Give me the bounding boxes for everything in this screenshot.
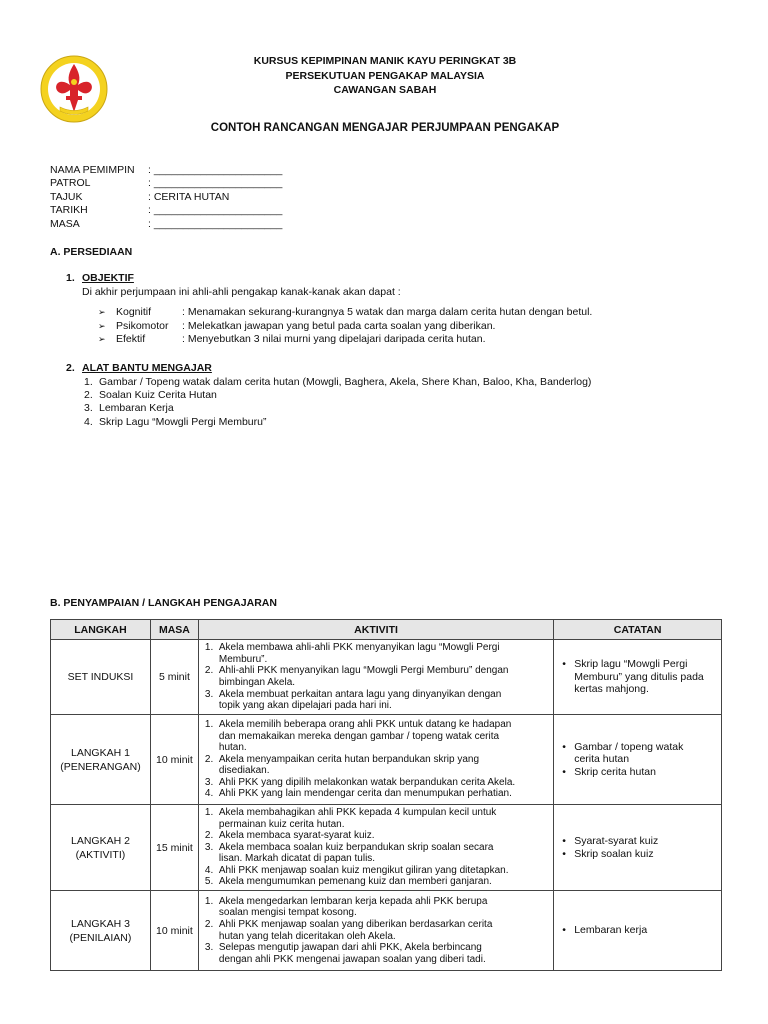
field-value: : ______________________ — [148, 164, 283, 176]
step-label: (PENILAIAN) — [69, 931, 132, 944]
activity-number: 1. — [204, 895, 214, 907]
field-value: : ______________________ — [148, 204, 283, 217]
tool-text: Gambar / Topeng watak dalam cerita hutan (Mowgli, Baghera, Akela, Shere Khan, Baloo, Kha, Banderlog) — [99, 376, 592, 388]
header-line-2: PERSEKUTUAN PENGAKAP MALAYSIA — [285, 69, 485, 82]
table-row — [51, 891, 722, 971]
step-cell — [51, 640, 151, 715]
lesson-plan-table — [50, 619, 722, 971]
notes-cell — [554, 640, 722, 715]
activity-line: Akela mengedarkan lembaran kerja kepada ahli PKK berupa — [218, 895, 488, 907]
fleur-de-lis-icon — [36, 52, 112, 128]
activity-cell — [198, 891, 553, 971]
activity-line: Akela menyampaikan cerita hutan berpandukan skrip yang — [218, 753, 480, 765]
activity-item — [203, 896, 549, 919]
arrow-bullet-icon: ➢ — [98, 334, 106, 344]
activity-number: 4. — [204, 788, 214, 800]
leader-info-fields — [50, 164, 282, 231]
tools-heading — [66, 362, 212, 374]
activity-item — [203, 788, 549, 800]
objective-title: OBJEKTIF — [82, 272, 134, 284]
list-item — [84, 402, 591, 415]
objective-number: 1. — [66, 272, 75, 284]
activity-number: 1. — [204, 806, 214, 818]
activity-number: 3. — [204, 776, 214, 788]
note-text — [574, 658, 704, 696]
activity-text — [219, 719, 511, 754]
step-cell — [51, 715, 151, 805]
objective-domain: Kognitif — [116, 306, 152, 318]
activity-item — [203, 842, 549, 865]
field-label: NAMA PEMIMPIN — [50, 164, 135, 176]
activity-line: Akela membuat perkaitan antara lagu yang dinyanyikan dengan — [218, 688, 502, 700]
activity-line: Ahli PKK yang lain mendengar cerita dan menumpukan perhatian. — [218, 788, 512, 800]
activity-line: Akela membaca soalan kuiz berpandukan skrip soalan secara — [218, 841, 494, 853]
step-label: LANGKAH 3 — [70, 917, 130, 930]
field-row — [50, 177, 282, 190]
course-header — [230, 54, 540, 98]
activity-text — [219, 777, 515, 789]
field-row — [50, 164, 282, 177]
note-item — [562, 924, 715, 937]
section-a-heading: A. PERSEDIAAN — [50, 246, 133, 258]
note-text — [574, 766, 656, 779]
activity-number: 2. — [204, 753, 214, 765]
note-line: Gambar / topeng watak — [574, 740, 684, 753]
activity-text — [219, 876, 492, 888]
objective-domain: Efektif — [116, 333, 146, 345]
objective-text: : Menyebutkan 3 nilai murni yang dipelajari daripada cerita hutan. — [182, 333, 486, 345]
time-cell: 10 minit — [150, 891, 198, 971]
dot-bullet-icon: • — [562, 924, 566, 937]
activity-item — [203, 689, 549, 712]
activity-line: Ahli PKK menjawap soalan yang diberikan berdasarkan cerita — [218, 918, 493, 930]
activity-text — [219, 642, 500, 665]
table-row — [51, 805, 722, 891]
activity-item — [203, 719, 549, 754]
note-item — [562, 741, 715, 766]
objective-intro: Di akhir perjumpaan ini ahli-ahli pengakap kanak-kanak akan dapat : — [82, 286, 401, 298]
dot-bullet-icon: • — [562, 658, 566, 671]
column-header-step: LANGKAH — [51, 620, 151, 640]
arrow-bullet-icon: ➢ — [98, 320, 106, 331]
step-label: (PENERANGAN) — [60, 760, 141, 773]
activity-text — [219, 865, 509, 877]
time-cell: 5 minit — [150, 640, 198, 715]
header-line-3: CAWANGAN SABAH — [333, 84, 437, 96]
activity-item — [203, 665, 549, 688]
dot-bullet-icon: • — [562, 834, 566, 847]
activity-number: 3. — [204, 688, 214, 700]
activity-text — [219, 788, 512, 800]
note-line: Skrip lagu “Mowgli Pergi — [574, 658, 688, 671]
field-row — [50, 218, 282, 231]
tools-number: 2. — [66, 362, 75, 374]
field-label: TAJUK — [50, 190, 83, 203]
column-header-notes: CATATAN — [554, 620, 722, 640]
column-header-time: MASA — [150, 620, 198, 640]
list-item — [84, 416, 591, 429]
notes-cell — [554, 805, 722, 891]
section-b-heading: B. PENYAMPAIAN / LANGKAH PENGAJARAN — [50, 597, 277, 609]
activity-item — [203, 876, 549, 888]
dot-bullet-icon: • — [562, 765, 566, 778]
activity-number: 2. — [204, 918, 214, 930]
field-value: : ______________________ — [148, 177, 283, 190]
note-item — [562, 848, 715, 861]
activity-line: bimbingan Akela. — [218, 677, 296, 688]
activity-line: Ahli PKK yang dipilih melakonkan watak berpandukan cerita Akela. — [218, 776, 516, 788]
tool-text: Skrip Lagu “Mowgli Pergi Memburu” — [99, 415, 267, 428]
activity-line: Akela membahagikan ahli PKK kepada 4 kumpulan kecil untuk — [218, 806, 497, 818]
activity-number: 3. — [204, 841, 214, 853]
activity-number: 2. — [204, 665, 214, 677]
activity-cell — [198, 640, 553, 715]
list-item — [84, 376, 591, 389]
step-label: LANGKAH 1 — [70, 746, 130, 759]
activity-line: topik yang akan dipelajari pada hari ini. — [218, 700, 392, 712]
activity-text — [219, 942, 486, 965]
activity-number: 2. — [204, 830, 214, 842]
table-row — [51, 715, 722, 805]
activity-item — [203, 807, 549, 830]
activity-number: 5. — [204, 876, 214, 888]
field-label: PATROL — [50, 177, 91, 190]
activity-text — [219, 689, 501, 712]
note-line: Syarat-syarat kuiz — [574, 834, 659, 847]
note-item — [562, 835, 715, 848]
activity-line: Akela mengumumkan pemenang kuiz dan memberi ganjaran. — [218, 876, 492, 888]
dot-bullet-icon: • — [562, 847, 566, 860]
scout-emblem-logo — [36, 52, 112, 128]
step-cell — [51, 805, 151, 891]
field-value: : ______________________ — [148, 217, 283, 230]
activity-line: hutan. — [218, 742, 247, 754]
notes-cell — [554, 891, 722, 971]
field-label: TARIKH — [50, 204, 88, 217]
document-title: CONTOH RANCANGAN MENGAJAR PERJUMPAAN PENGAKAP — [210, 122, 560, 134]
note-line: Memburu” yang ditulis pada — [574, 670, 704, 683]
tools-list — [84, 376, 591, 429]
list-item — [98, 320, 592, 334]
list-item — [98, 306, 592, 320]
field-label: MASA — [50, 217, 80, 230]
time-cell: 10 minit — [150, 715, 198, 805]
note-line: cerita hutan — [574, 753, 630, 766]
field-row — [50, 191, 282, 204]
tool-number: 4. — [84, 415, 93, 428]
activity-text — [219, 807, 496, 830]
activity-line: Akela membaca syarat-syarat kuiz. — [218, 830, 375, 842]
objective-domain: Psikomotor — [116, 319, 169, 332]
note-line: kertas mahjong. — [574, 683, 649, 696]
note-text — [574, 741, 683, 766]
activity-line: dengan ahli PKK mengenai jawapan soalan yang diberi tadi. — [218, 953, 486, 965]
activity-item — [203, 777, 549, 789]
activity-cell — [198, 715, 553, 805]
objective-text: : Melekatkan jawapan yang betul pada carta soalan yang diberikan. — [182, 319, 496, 332]
table-row — [51, 640, 722, 715]
note-line: Skrip soalan kuiz — [574, 847, 654, 860]
dot-bullet-icon: • — [562, 740, 566, 753]
table-header-row — [51, 620, 722, 640]
activity-item — [203, 830, 549, 842]
list-item — [98, 333, 592, 347]
tools-title: ALAT BANTU MENGAJAR — [82, 362, 212, 374]
time-cell: 15 minit — [150, 805, 198, 891]
note-text — [574, 835, 658, 848]
activity-item — [203, 919, 549, 942]
activity-number: 4. — [204, 864, 214, 876]
activity-number: 1. — [204, 642, 214, 654]
tool-text: Lembaran Kerja — [99, 402, 174, 415]
step-label: SET INDUKSI — [67, 671, 134, 683]
list-item — [84, 389, 591, 402]
activity-line: dan memakaikan mereka dengan gambar / topeng watak cerita — [218, 730, 500, 742]
activity-line: lisan. Markah dicatat di papan tulis. — [218, 853, 376, 865]
arrow-bullet-icon: ➢ — [98, 307, 106, 317]
activity-line: disediakan. — [218, 765, 270, 777]
activity-line: Ahli PKK menjawap soalan kuiz mengikut giliran yang ditetapkan. — [218, 864, 509, 876]
field-row — [50, 204, 282, 217]
activity-cell — [198, 805, 553, 891]
tool-text: Soalan Kuiz Cerita Hutan — [99, 389, 217, 402]
activity-item — [203, 642, 549, 665]
note-item — [562, 766, 715, 779]
tool-number: 2. — [84, 389, 93, 402]
objective-heading — [66, 272, 134, 284]
activity-text — [219, 754, 479, 777]
step-label: (AKTIVITI) — [75, 848, 126, 861]
activity-line: Akela memilih beberapa orang ahli PKK untuk datang ke hadapan — [218, 718, 512, 730]
activity-line: Selepas mengutip jawapan dari ahli PKK, Akela berbincang — [218, 942, 482, 954]
activity-item — [203, 942, 549, 965]
step-cell — [51, 891, 151, 971]
notes-cell — [554, 715, 722, 805]
activity-text — [219, 842, 494, 865]
field-value: : CERITA HUTAN — [148, 190, 230, 203]
tool-number: 3. — [84, 402, 93, 415]
note-line: Skrip cerita hutan — [574, 765, 656, 778]
note-text — [574, 848, 653, 861]
activity-line: Akela membawa ahli-ahli PKK menyanyikan lagu “Mowgli Pergi — [218, 642, 500, 654]
activity-item — [203, 865, 549, 877]
activity-item — [203, 754, 549, 777]
tool-number: 1. — [84, 376, 93, 388]
activity-text — [219, 919, 493, 942]
activity-line: soalan mengisi tempat kosong. — [218, 907, 357, 919]
header-line-1: KURSUS KEPIMPINAN MANIK KAYU PERINGKAT 3B — [253, 55, 517, 67]
activity-line: Ahli-ahli PKK menyanyikan lagu “Mowgli Pergi Memburu” dengan — [218, 665, 509, 677]
activity-number: 3. — [204, 942, 214, 954]
activity-line: permainan kuiz cerita hutan. — [218, 818, 345, 830]
note-text — [574, 924, 647, 937]
note-item — [562, 658, 715, 696]
activity-number: 1. — [204, 718, 214, 730]
activity-text — [219, 665, 509, 688]
activity-text — [219, 830, 375, 842]
activity-line: hutan yang telah diceritakan oleh Akela. — [218, 930, 396, 942]
step-label: LANGKAH 2 — [70, 834, 130, 847]
note-line: Lembaran kerja — [574, 924, 648, 937]
objective-list — [98, 306, 592, 347]
column-header-activity: AKTIVITI — [198, 620, 553, 640]
objective-text: : Menamakan sekurang-kurangnya 5 watak dan marga dalam cerita hutan dengan betul. — [182, 306, 593, 318]
activity-line: Memburu”. — [218, 653, 268, 665]
activity-text — [219, 896, 488, 919]
